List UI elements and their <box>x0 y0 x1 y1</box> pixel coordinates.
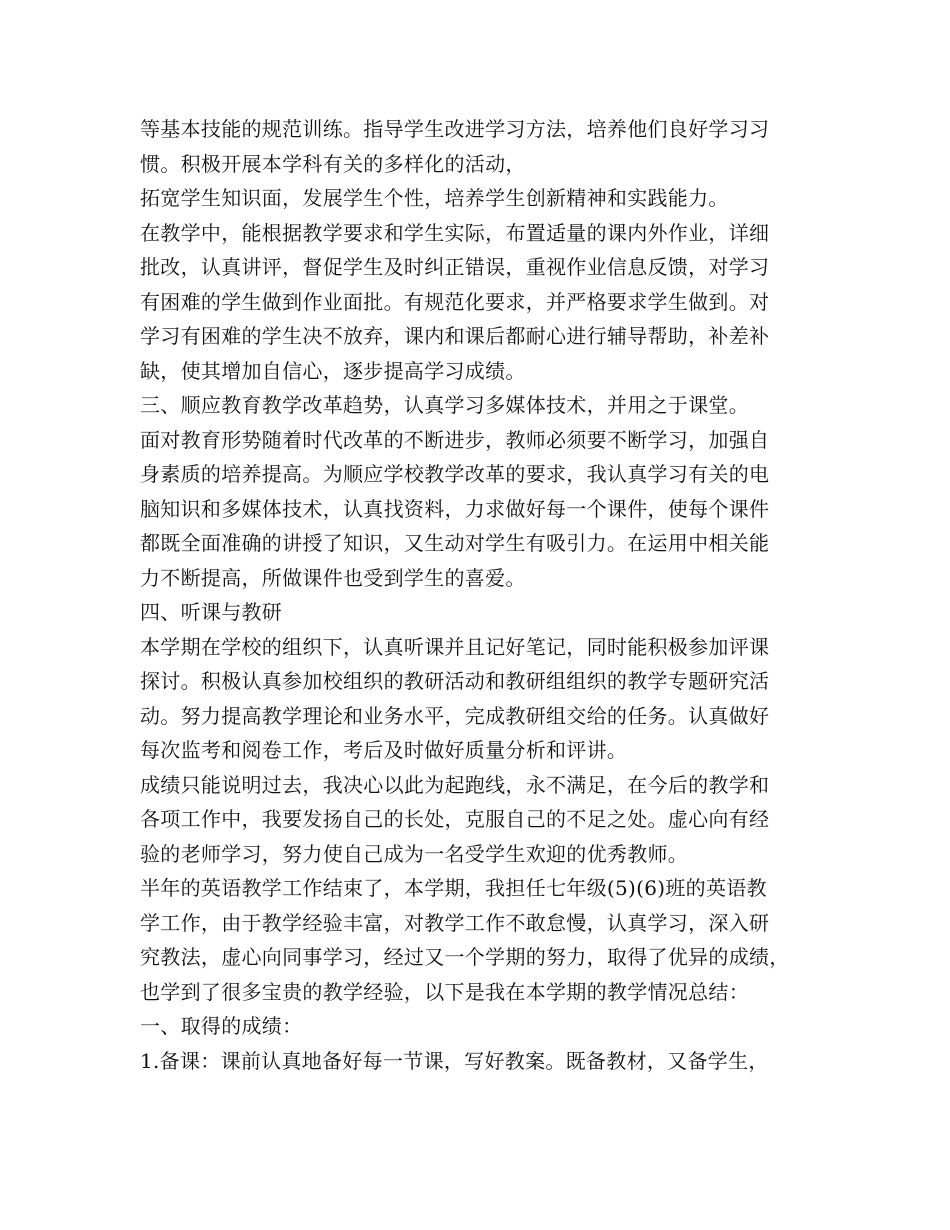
section-heading: 三、顺应教育教学改革趋势，认真学习多媒体技术，并用之于课堂。 <box>140 393 749 417</box>
text-line: 探讨。积极认真参加校组织的教研活动和教研组组织的教学专题研究活 <box>140 669 770 693</box>
text-line: 脑知识和多媒体技术，认真找资料，力求做好每一个课件，使每个课件 <box>140 496 770 521</box>
text-line: 面对教育形势随着时代改革的不断进步，教师必须要不断学习，加强自 <box>140 427 770 452</box>
text-line: 也学到了很多宝贵的教学经验，以下是我在本学期的教学情况总结： <box>140 979 749 1004</box>
text-line: 各项工作中，我要发扬自己的长处，克服自己的不足之处。虚心向有经 <box>140 807 770 831</box>
text-line: 1.备课：课前认真地备好每一节课，写好教案。既备教材，又备学生， <box>140 1048 769 1073</box>
text-line: 力不断提高，所做课件也受到学生的喜爱。 <box>140 565 526 590</box>
text-line: 每次监考和阅卷工作，考后及时做好质量分析和评讲。 <box>140 738 628 762</box>
text-line: 有困难的学生做到作业面批。有规范化要求，并严格要求学生做到。对 <box>140 289 770 314</box>
text-line: 究教法，虚心向同事学习，经过又一个学期的努力，取得了优异的成绩， <box>140 945 790 969</box>
text-line: 本学期在学校的组织下，认真听课并且记好笔记，同时能积极参加评课 <box>140 634 770 659</box>
text-line: 身素质的培养提高。为顺应学校教学改革的要求，我认真学习有关的电 <box>140 462 770 486</box>
section-heading: 四、听课与教研 <box>140 600 283 624</box>
text-line: 在教学中，能根据教学要求和学生实际，布置适量的课内外作业，详细 <box>140 220 770 245</box>
text-line: 验的老师学习，努力使自己成为一名受学生欢迎的优秀教师。 <box>140 841 689 866</box>
text-line: 动。努力提高教学理论和业务水平，完成教研组交给的任务。认真做好 <box>140 703 770 728</box>
text-line: 惯。积极开展本学科有关的多样化的活动， <box>140 151 526 176</box>
text-line: 成绩只能说明过去，我决心以此为起跑线，永不满足，在今后的教学和 <box>140 772 770 797</box>
section-heading: 一、取得的成绩： <box>140 1014 303 1038</box>
text-line: 缺，使其增加自信心，逐步提高学习成绩。 <box>140 358 526 383</box>
text-line: 学工作，由于教学经验丰富，对教学工作不敢怠慢，认真学习，深入研 <box>140 910 770 935</box>
text-line: 批改，认真讲评，督促学生及时纠正错误，重视作业信息反馈，对学习 <box>140 255 770 279</box>
text-line: 半年的英语教学工作结束了，本学期，我担任七年级(5)(6)班的英语教 <box>140 876 767 900</box>
text-line: 学习有困难的学生决不放弃，课内和课后都耐心进行辅导帮助，补差补 <box>140 324 770 348</box>
text-line: 拓宽学生知识面，发展学生个性，培养学生创新精神和实践能力。 <box>140 186 729 210</box>
text-line: 等基本技能的规范训练。指导学生改进学习方法，培养他们良好学习习 <box>140 117 770 141</box>
document-body <box>140 112 820 1078</box>
text-line: 都既全面准确的讲授了知识，又生动对学生有吸引力。在运用中相关能 <box>140 531 770 555</box>
